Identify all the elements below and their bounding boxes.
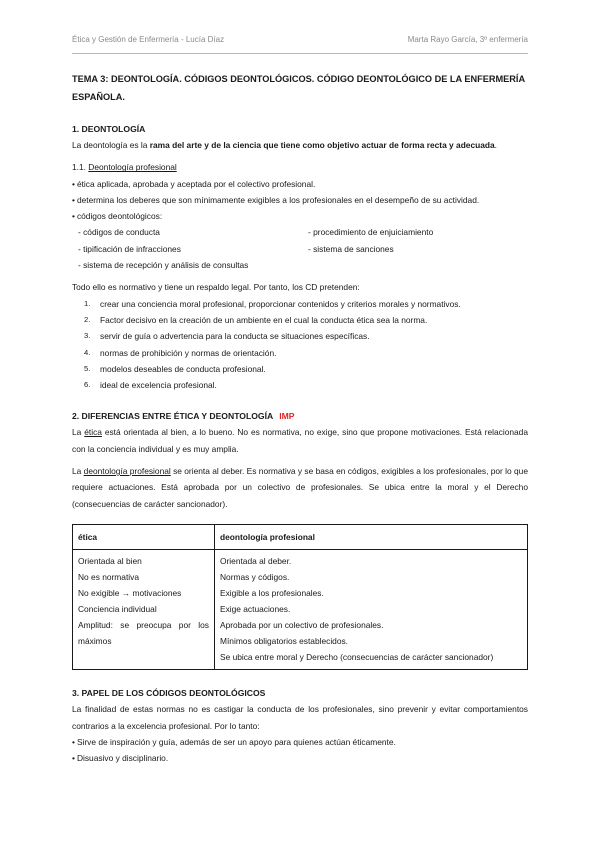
list-text: Factor decisivo en la creación de un ambiente en el cual la conducta ética sea la norma. bbox=[100, 314, 428, 325]
comparison-table bbox=[72, 524, 528, 670]
cell-line: Orientada al bien bbox=[78, 556, 142, 567]
cell-line: Mínimos obligatorios establecidos. bbox=[220, 636, 349, 647]
text: La bbox=[72, 466, 84, 477]
bullet-item: • determina los deberes que son mínimamente exigibles a los profesionales en el desempeño de su actividad. bbox=[72, 192, 528, 208]
document-body bbox=[72, 70, 528, 766]
section-1-heading: 1. DEONTOLOGÍA bbox=[72, 124, 146, 134]
list-item bbox=[72, 377, 528, 393]
section-3-heading: 3. PAPEL DE LOS CÓDIGOS DEONTOLÓGICOS bbox=[72, 688, 266, 699]
section-2-heading bbox=[72, 408, 528, 424]
list-item bbox=[72, 312, 528, 328]
bullet-item: • Sirve de inspiración y guía, además de ser un apoyo para quienes actúan éticamente. bbox=[72, 734, 528, 750]
subsection-title: Deontología profesional bbox=[88, 162, 177, 173]
list-number: 6. bbox=[84, 380, 91, 390]
ethics-paragraph bbox=[72, 424, 528, 457]
list-text: servir de guía o advertencia para la conducta se situaciones específicas. bbox=[100, 331, 370, 342]
codes-list-left bbox=[72, 224, 308, 273]
cell-line: Orientada al deber. bbox=[220, 556, 292, 567]
intro-end: . bbox=[494, 140, 497, 150]
table-header-deontology: deontología profesional bbox=[215, 524, 528, 549]
cell-line: Exigible a los profesionales. bbox=[220, 588, 324, 599]
header-left: Ética y Gestión de Enfermería - Lucía Díaz bbox=[72, 35, 225, 44]
normative-text: Todo ello es normativo y tiene un respaldo legal. Por tanto, los CD pretenden: bbox=[72, 282, 360, 293]
deontology-cell bbox=[215, 550, 528, 670]
list-item bbox=[72, 361, 528, 377]
cell-line: No es normativa bbox=[78, 572, 139, 583]
dash-item: - procedimiento de enjuiciamiento bbox=[308, 227, 434, 238]
intro-text: La deontología es la bbox=[72, 140, 150, 150]
cell-line: Normas y códigos. bbox=[220, 572, 290, 583]
deontology-paragraph bbox=[72, 463, 528, 512]
list-number: 2. bbox=[84, 314, 91, 324]
cell-line: Exige actuaciones. bbox=[220, 604, 291, 615]
table-header-ethics: ética bbox=[73, 524, 215, 549]
text: está orientada al bien, a lo bueno. No es normativa, no exige, sino que propone motivaciones. Está relacionada con la conciencia individual y es muy amplia. bbox=[72, 427, 528, 454]
intro-bold: rama del arte y de la ciencia que tiene como objetivo actuar de forma recta y adecuada bbox=[149, 140, 495, 150]
section-3-paragraph: La finalidad de estas normas no es castigar la conducta de los profesionales, sino prevenir y evitar comportamientos contrarios a la excelencia profesional. Por lo tanto: bbox=[72, 704, 528, 731]
text: se orienta al deber. Es normativa y se basa en códigos, exigibles a los profesionales, por lo que requiere actuaciones. Está aprobada por un colectivo de profesionales. Se ubica entre la moral y el Derecho (consecuencias de carácter sancionador). bbox=[72, 466, 528, 509]
list-number: 5. bbox=[84, 363, 91, 373]
section-2-title: 2. DIFERENCIAS ENTRE ÉTICA Y DEONTOLOGÍA bbox=[72, 411, 274, 422]
dash-item: - tipificación de infracciones bbox=[78, 243, 181, 254]
dash-item: - sistema de sanciones bbox=[308, 243, 394, 254]
list-number: 4. bbox=[84, 347, 91, 357]
subsection-1-1-heading bbox=[72, 159, 528, 175]
list-item bbox=[72, 328, 528, 344]
list-number: 3. bbox=[84, 331, 91, 341]
underlined-term: ética bbox=[84, 427, 102, 438]
list-text: ideal de excelencia profesional. bbox=[100, 380, 217, 391]
section-1-intro bbox=[72, 137, 528, 153]
codes-list bbox=[72, 224, 528, 273]
document-title: TEMA 3: DEONTOLOGÍA. CÓDIGOS DEONTOLÓGICOS. CÓDIGO DEONTOLÓGICO DE LA ENFERMERÍA ESPAÑOLA. bbox=[72, 74, 525, 102]
purposes-list bbox=[72, 296, 528, 394]
bullet-item: • códigos deontológicos: bbox=[72, 208, 528, 224]
cell-line: Aprobada por un colectivo de profesionales. bbox=[220, 620, 384, 631]
bullet-item: • Disuasivo y disciplinario. bbox=[72, 750, 528, 766]
list-number: 1. bbox=[84, 298, 91, 308]
page-header bbox=[72, 29, 528, 54]
subsection-number: 1.1. bbox=[72, 162, 89, 173]
table-row bbox=[73, 550, 528, 670]
list-item bbox=[72, 296, 528, 312]
list-text: modelos deseables de conducta profesional. bbox=[100, 363, 266, 374]
list-text: crear una conciencia moral profesional, proporcionar contenidos y criterios morales y normativos. bbox=[100, 298, 461, 309]
ethics-cell bbox=[73, 550, 215, 670]
cell-line: Amplitud: se preocupa por los máximos bbox=[78, 620, 209, 647]
bullet-item: • ética aplicada, aprobada y aceptada por el colectivo profesional. bbox=[72, 176, 528, 192]
dash-item: - sistema de recepción y análisis de consultas bbox=[78, 260, 249, 271]
cell-line: No exigible → motivaciones bbox=[78, 588, 182, 599]
list-text: normas de prohibición y normas de orientación. bbox=[100, 347, 277, 358]
table-header-row bbox=[73, 524, 528, 549]
text: La bbox=[72, 427, 85, 438]
cell-line: Conciencia individual bbox=[78, 604, 157, 615]
cell-line: Se ubica entre moral y Derecho (consecuencias de carácter sancionador) bbox=[220, 652, 494, 663]
codes-list-right bbox=[308, 224, 528, 273]
dash-item: - códigos de conducta bbox=[78, 227, 160, 238]
list-item bbox=[72, 345, 528, 361]
underlined-term: deontología profesional bbox=[83, 466, 171, 477]
header-right: Marta Rayo García, 3º enfermería bbox=[407, 35, 528, 44]
imp-badge: IMP bbox=[279, 411, 295, 422]
